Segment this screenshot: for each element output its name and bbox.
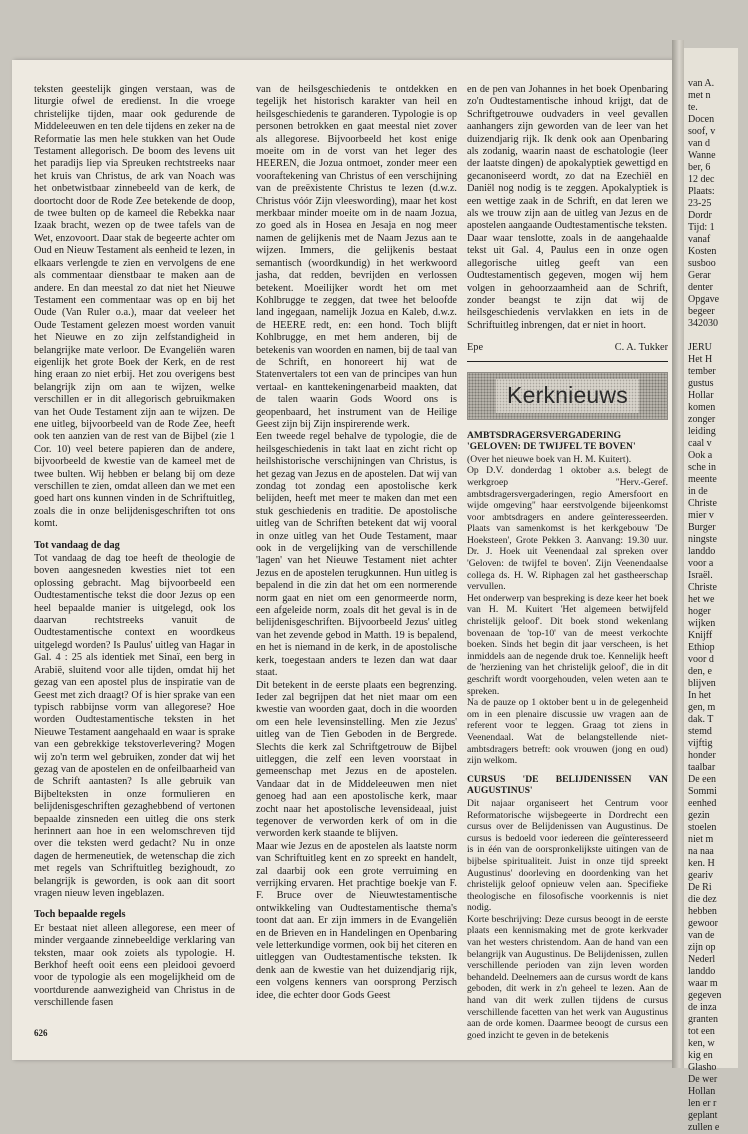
article-paragraph: en de pen van Johannes in het boek Openbaring zo'n Oudtestamentische inhoud krijgt, dat de Schriftgetrouwe oudvaders in veel gevallen aanhangers zijn geworden van de leer van het duizendjarig rijk. Ik denk ook aan Openbaring als zodanig, waarin naast de eschatologie (leer der laatste dingen) de apokalyptiek gewettigd en gecanoniseerd wordt, zo dat na Ezechiël en Daniël nog nodig is te zeggen. Apokalyptiek is een wettige zaak in de Schrift, en dat leren we als we trouw zijn aan de uitleg van Jezus en de apostelen aangaande Oudtestamentische teksten. <box>467 84 668 232</box>
adjacent-page-line: die dez <box>688 894 717 905</box>
adjacent-page-line: niet m <box>688 834 714 845</box>
adjacent-page-line: blijven <box>688 678 716 689</box>
adjacent-page-line: hebben <box>688 906 717 917</box>
section-heading: Tot vandaag de dag <box>34 539 120 551</box>
adjacent-page-line: In het <box>688 690 712 701</box>
article-paragraph: Er bestaat niet alleen allegorese, een meer of minder vergaande zinnebeeldige verklaring van teksten, maar ook zoiets als typologie. H. Berkhof heeft ooit eens een pleidooi gevoerd voor de typologie als een mogelijkheid om de voortdurende aanwezigheid van Christus in de verschillende fasen <box>34 922 235 1009</box>
news-subtitle: (Over het nieuwe boek van H. M. Kuitert). <box>467 453 632 465</box>
adjacent-page-line: Tijd: 1 <box>688 222 715 233</box>
news-paragraph: Na de pauze op 1 oktober bent u in de gelegenheid om in een plenaire discussie uw vragen aan de referent voor te leggen. Graag tot ziens in Veenendaal. Wat de belangstellende niet-ambtsdragers betreft: ook vrouwen (jong en oud) zijn welkom. <box>467 697 668 767</box>
adjacent-page-line: met n <box>688 90 711 101</box>
adjacent-page-line: denter <box>688 282 713 293</box>
section-banner-inner <box>496 379 639 413</box>
adjacent-page-line: komen <box>688 402 716 413</box>
column-1 <box>34 84 235 1010</box>
section-banner <box>467 372 668 420</box>
adjacent-page-line: van A. <box>688 78 715 89</box>
adjacent-page-line: honder <box>688 750 716 761</box>
news-paragraph: Op D.V. donderdag 1 oktober a.s. belegt de werkgroep "Herv.-Geref. ambtsdragersvergaderingen, regio Amersfoort en wijde omgeving" haar eerstvolgende bijeenkomst voor ambtsdragers en andere geïnteresseerden. Plaats van samenkomst is het kerkgebouw 'De Hoeksteen', Grote Pekken 3. Aanvang: 19.30 uur. Dr. J. Hoek uit Veenendaal zal spreken over 'Geloven: de twijfel te boven'. Zijn Veenendaalse collega ds. H. W. Riphagen zal het gastheerschap vervullen. <box>467 465 668 593</box>
adjacent-page-line: dak. T <box>688 714 714 725</box>
adjacent-page-line: JERU <box>688 342 712 353</box>
adjacent-page-line: kig en <box>688 1050 713 1061</box>
adjacent-page-line: Christe <box>688 498 717 509</box>
adjacent-page-line: landdo <box>688 546 716 557</box>
adjacent-page-line: eenhed <box>688 798 717 809</box>
adjacent-page-line: voor a <box>688 558 714 569</box>
adjacent-page-line: taalbar <box>688 762 716 773</box>
adjacent-page-line: Het H <box>688 354 713 365</box>
adjacent-page-line: Wanne <box>688 150 716 161</box>
adjacent-page-line: Hollan <box>688 1086 716 1097</box>
news-block <box>467 430 668 1042</box>
adjacent-page-line: te. <box>688 102 698 113</box>
adjacent-page-line: vanaf <box>688 234 711 245</box>
adjacent-page-line: Knijff <box>688 630 713 641</box>
article-paragraph: teksten geestelijk gingen verstaan, was de liturgie ofwel de eredienst. In die vroege christelijke tijden, maar ook gedurende de Middeleeuwen en ten dele tijdens en zeker na de Reformatie las men hele stukken van het Oude Testament allegorisch. De boom des levens uit het paradijs liep via Spreuken rechtstreeks naar het kruis van Christus, de ark van Noach was het onbetwistbaar zinnebeeld van de kerk, de doortocht door de Rode Zee betekende de doop, de twee bulten op de kameel die Rebekka naar Izaak bracht, wezen op de twee tafels van de Wet, enzovoort. Daar stak de begeerte achter om Oud en Nieuw Testament als eenheid te lezen, in elkaars verlengde te zien en vervolgens de ene als commentaar dienstbaar te maken aan de andere. En dan meestal zo dat niet het Nieuwe Testament een commentaar was op en bij het Oude (Van Ruler o.a.), maar dat veeleer het Oude Testament gelezen moest worden vanuit het Nieuwe en zo zijn zelfstandigheid in belangrijke mate verloor. De Evangeliën waren eigenlijk het grote Boek der Kerk, en de rest hing eraan zo niet erbij. Het zou overigens best belangrijk zijn om aan te wijzen, welke verschillen er in dit allegorisch gebruikmaken van het Oude Testament zijn aan te wijzen. De ene uitleg, bijvoorbeeld van de Rode Zee, heeft ook ten aanzien van de rest van de Bijbel (zie 1 Cor. 10) veel betere papieren dan de andere, bijvoorbeeld de kwestie van de kameel met de twee bulten. Wij hebben er belang bij om deze verschillen te zien, omdat alleen dan we met een goed hart ons kunnen vinden in de Schriftuitleg, zoals die in onze belijdenisgeschriften tot ons komt. <box>34 84 235 530</box>
adjacent-page-line: Nederl <box>688 954 716 965</box>
section-banner-title: Kerknieuws <box>507 382 628 409</box>
adjacent-page-line: granten <box>688 1014 718 1025</box>
adjacent-page-line: Opgave <box>688 294 720 305</box>
article-paragraph: Een tweede regel behalve de typologie, die de heilsgeschiedenis in takt laat en zicht richt op heilshistorische verschijningen van Christus, is het gezag van Jezus en de apostelen. Dat wij van zondag tot zondag een apostolische kerk belijden, heeft met meer te maken dan met een stuk geschiedenis en traditie. De apostolische uitleg van de Schriften betekent dat wij vooral in onze uitleg van het Oude Testament, maar ook in de vergelijking van de verschillende 'lagen' van het Nieuwe Testament niet achter Jezus en de apostelen terugkunnen. Hun uitleg is bepalend in die zin dat het om een normerende norm gaat en niet om een genormeerde norm, een afgeleide norm, zoals dit het geval is in de belijdenisgeschriften. Bijvoorbeeld Jezus' uitleg van het zevende gebod in Matth. 19 is bepalend, en het is niemand in de kerk, in de apostolische kerk, toegestaan anders te lezen dan wat daar staat. <box>256 431 457 679</box>
adjacent-page-line: de inza <box>688 1002 717 1013</box>
page-gutter <box>672 40 684 1068</box>
news-paragraph: Korte beschrijving: Deze cursus beoogt in de eerste plaats een kennismaking met de grote kerkvader van het westers christendom. Aan de hand van een belangrijk van Augustinus. De Belijdenissen, zullen verschillende perioden van zijn leven worden behandeld. Deelnemers aan de cursus wordt de kans geboden, dit werk in z'n geheel te lezen. Aan de hand van dit werk zullen tijdens de cursus verschillende facetten van het werk van Augustinus aan de orde komen. Daarmee beoogt de cursus een goed inzicht te geven in de betekenis <box>467 913 668 1041</box>
adjacent-page-line: wijken <box>688 618 716 629</box>
column-3 <box>467 84 668 1041</box>
article-paragraph: Daar waar tenslotte, zoals in de aangehaalde tekst uit Gal. 4, Paulus een in onze ogen allegorische uitleg geeft van een Oudtestamentisch gegeven, mogen wij hem volgen in gehoorzaamheid aan de Schrift, zonder beangst te zijn dat wij de heilsgeschiedenis vervlakken en iets in de Schriftuitleg inbrengen, dat er niet in hoort. <box>467 232 668 331</box>
adjacent-page-line <box>688 330 748 342</box>
adjacent-page-line: De Ri <box>688 882 712 893</box>
adjacent-page-line: vijftig <box>688 738 713 749</box>
adjacent-page-line: geariv <box>688 870 713 881</box>
adjacent-page-line: De wer <box>688 1074 718 1085</box>
news-heading: CURSUS 'DE BELIJDENISSEN VAN AUGUSTINUS' <box>467 773 668 797</box>
adjacent-page-text <box>688 78 748 1134</box>
adjacent-page-line: Plaats: <box>688 186 715 197</box>
adjacent-page-line: zullen e <box>688 1122 720 1133</box>
article-paragraph: Tot vandaag de dag toe heeft de theologie de boven aangesneden kwesties niet tot een oplossing gebracht. Mag bijvoorbeeld een Oudtestamentische tekst die door Jezus op een heel bepaalde manier is uitgelegd, ook los daarvan rechtstreeks vanuit de Oudtestamentische context en woordkeus uitgelegd worden? Is Paulus' uitleg van Hagar in Gal. 4 : 25 als identiek met Sinaï, een berg in Arabië, sluitend voor alle tijden, omdat hij het gezag van een apostel plus de inspiratie van de Geest met zich draagt? Of is hier sprake van een typisch rabbijnse vorm van allegorese? Hoe worden Oudtestamentische teksten in het Nieuwe Testament aangehaald en waar is sprake van een gebrekkige tekstoverlevering? Mogen wij zo'n term wel gebruiken, zonder dat wij het gezag van de apostelen en de onfeilbaarheid van de Schrift aantasten? Is alle gebruik van Bijbelteksten in onze formulieren en belijdenisgeschriften gezaghebbend of vertonen bepaalde zinsneden een uitleg die ons sterk herinnert aan hoe in een welomschreven tijd over die teksten werd gedacht? Nu in onze dagen de hermeneutiek, de wetenschap die zich met regels van Schriftuitleg bezighoudt, zo belangrijk is geworden, is ook aan dit soort vragen nieuw leven ingeblazen. <box>34 553 235 899</box>
signature-author: C. A. Tukker <box>614 342 668 354</box>
adjacent-page-edge <box>684 48 738 1133</box>
adjacent-page-line: len er r <box>688 1098 717 1109</box>
adjacent-page-line: Glasho <box>688 1062 717 1073</box>
page-number: 626 <box>34 1028 48 1038</box>
adjacent-page-line: gewoor <box>688 918 718 929</box>
adjacent-page-line: stemd <box>688 726 712 737</box>
adjacent-page-line: Israël. <box>688 570 713 581</box>
news-paragraph: Dit najaar organiseert het Centrum voor Reformatorische wijsbegeerte in Dordrecht een cursus over de Belijdenissen van Augustinus. De cursus is bedoeld voor iedereen die geïnteresseerd is in één van de oorspronkelijkste uitingen van de bijbelse spiritualiteit. Juist in onze tijd spreekt Augustinus' doorleving en doordenking van het christelijk geloof opnieuw velen aan. Specifieke theologische en filosofische voorkennis is niet nodig. <box>467 797 668 914</box>
article-paragraph: Maar wie Jezus en de apostelen als laatste norm van Schriftuitleg kent en zo spreekt en handelt, zal daarbij ook een grote verruiming en verrijking ervaren. Het prachtige boekje van F. F. Bruce over de Nieuwtestamentische ontwikkeling van Oudtestamentische thema's toont dat aan. Er zijn immers in de Evangeliën en de Brieven en in Handelingen en Openbaring vele letterkundige vormen, ook bij het citeren en uitleggen van Oudtestamentische teksten. Ik denk aan de kwestie van het duizendjarig rijk, een volgens kenners van oorsprong Perzisch idee, die echter door Gods Geest <box>256 840 457 1001</box>
adjacent-page-line: ber, 6 <box>688 162 711 173</box>
adjacent-page-line: Ethiop <box>688 642 715 653</box>
adjacent-page-line: gegeven <box>688 990 722 1001</box>
adjacent-page-line: stoelen <box>688 822 717 833</box>
adjacent-page-line: 12 dec <box>688 174 715 185</box>
adjacent-page-line: leiding <box>688 426 716 437</box>
adjacent-page-line: meente <box>688 474 717 485</box>
divider <box>467 361 668 362</box>
article-signature <box>467 342 668 354</box>
adjacent-page-line: zonger <box>688 414 716 425</box>
adjacent-page-line: den, e <box>688 666 712 677</box>
adjacent-page-line: geplant <box>688 1110 718 1121</box>
adjacent-page-line: Kosten <box>688 246 717 257</box>
adjacent-page-line: tember <box>688 366 716 377</box>
adjacent-page-line: gen, m <box>688 702 716 713</box>
adjacent-page-line: sche in <box>688 462 717 473</box>
signature-place: Epe <box>467 342 484 354</box>
news-heading: AMBTSDRAGERSVERGADERING 'GELOVEN: DE TWIJFEL TE BOVEN' <box>467 429 636 453</box>
adjacent-page-line: De een <box>688 774 717 785</box>
adjacent-page-line: gustus <box>688 378 714 389</box>
section-heading: Toch bepaalde regels <box>34 909 126 921</box>
adjacent-page-line: begeer <box>688 306 715 317</box>
adjacent-page-line: 342030 <box>688 318 718 329</box>
adjacent-page-line: van d <box>688 138 710 149</box>
adjacent-page-line: caal v <box>688 438 712 449</box>
adjacent-page-line: ningste <box>688 534 717 545</box>
adjacent-page-line: ken, w <box>688 1038 715 1049</box>
adjacent-page-line: Ook a <box>688 450 713 461</box>
adjacent-page-line: na naa <box>688 846 714 857</box>
adjacent-page-line: voor d <box>688 654 714 665</box>
adjacent-page-line: soof, v <box>688 126 716 137</box>
adjacent-page-line: gezin <box>688 810 710 821</box>
adjacent-page-line: van de <box>688 930 715 941</box>
adjacent-page-line: Burger <box>688 522 716 533</box>
adjacent-page-line: het we <box>688 594 715 605</box>
adjacent-page-line: hoger <box>688 606 711 617</box>
adjacent-page-line: Christe <box>688 582 717 593</box>
adjacent-page-line: Hollar <box>688 390 714 401</box>
adjacent-page-line: susboo <box>688 258 716 269</box>
adjacent-page-line: Dordr <box>688 210 712 221</box>
news-paragraph: Het onderwerp van bespreking is deze keer het boek van H. M. Kuitert 'Het algemeen betwijfeld christelijk geloof'. Dit boek stond wekenlang bovenaan de 'top-10' van de meest verkochte boeken. Sinds het begin dit jaar verscheen, is het inmiddels aan de negende druk toe. Kennelijk heeft de 'herziening van het christelijk geloof', die in dit geschrift wordt voorgehouden, velen weten aan te spreken. <box>467 592 668 697</box>
adjacent-page-line: Sommi <box>688 786 717 797</box>
adjacent-page-line: zijn op <box>688 942 716 953</box>
adjacent-page-line: landdo <box>688 966 716 977</box>
article-paragraph: van de heilsgeschiedenis te ontdekken en tegelijk het historisch karakter van heil en heilsgeschiedenis te garanderen. Typologie is op personen betrokken en gaat meestal niet zover als allegorese. Bijvoorbeeld het kost enige moeite om in de vorst van het leger des HEEREN, die Jozua ontmoet, zonder meer een vooraftekening van Christus of een verschijning van de preëxistente Christus te lezen (d.w.z. Christus vóór Zijn vleeswording), maar het kost merkbaar minder moeite om in de naam Jozua, zo goed als in Hosea en Jesaja en nog meer namen de gelijkenis met de Naam Jezus aan te wijzen. Immers, die gelijkenis bestaat semantisch (woordkundig) in het werkwoord jasha, dat redden, bevrijden en verlossen betekent. Moeilijker wordt het om met Kohlbrugge te zeggen, dat twee het beloofde land ingegaan, namelijk Jozua en Kaleb, d.w.z. de HEERE redt, en: een hond. Toch blijft Kohlbrugge, en met hem anderen, bij de betekenis van woorden en namen, bij de taal van de Schrift, en honoreert hij wat de Statenvertalers tot een van de principes van hun vertaal- en kanttekeningenarbeid maakten, dat de talen waarin Gods Woord ons is geopenbaard, het instrument van de Heilige Geest zijn bij Zijn inspirerende werk. <box>256 84 457 430</box>
adjacent-page-line: 23-25 <box>688 198 712 209</box>
adjacent-page-line: tot een <box>688 1026 715 1037</box>
article-paragraph: Dit betekent in de eerste plaats een begrenzing. Ieder zal begrijpen dat het niet maar om een kwestie van woorden gaat, doch in die woorden om een hele levensinstelling. Men zie Jezus' uitleg van de Tien Geboden in de Bergrede. Slechts die kerk zal Schriftgetrouw de Bijbel uitleggen, die zelf een leven voorstaat in gemeenschap met Jezus en de apostelen. Vandaar dat in de Middeleeuwen men niet genoeg had aan een apostolische kerk, maar zocht naar het apostolische levensideaal, juist tegenover de verworden kerk of om in die verworden kerk staande te blijven. <box>256 679 457 840</box>
adjacent-page-line: Gerar <box>688 270 711 281</box>
adjacent-page-line: waar m <box>688 978 718 989</box>
adjacent-page-line: mier v <box>688 510 714 521</box>
column-2 <box>256 84 457 1002</box>
adjacent-page-line: Docen <box>688 114 715 125</box>
adjacent-page-line: in de <box>688 486 708 497</box>
adjacent-page-line: ken. H <box>688 858 715 869</box>
